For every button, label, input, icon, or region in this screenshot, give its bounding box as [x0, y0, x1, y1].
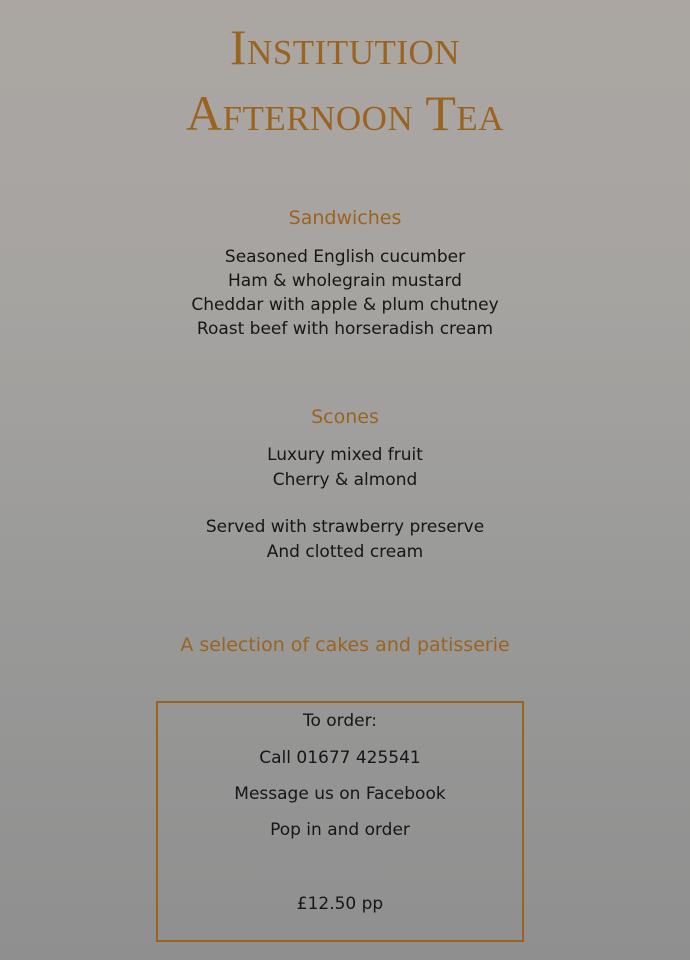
- order-phone: Call 01677 425541: [259, 748, 421, 768]
- scones-heading: Scones: [311, 406, 379, 428]
- scone-item: Luxury mixed fruit: [267, 445, 423, 465]
- cakes-heading: A selection of cakes and patisserie: [180, 634, 510, 656]
- order-pop-in: Pop in and order: [270, 820, 410, 840]
- sandwich-item: Roast beef with horseradish cream: [196, 319, 494, 339]
- order-heading: To order:: [302, 711, 378, 731]
- sandwiches-heading: Sandwiches: [288, 207, 402, 229]
- sandwich-item: Cheddar with apple & plum chutney: [191, 295, 499, 315]
- order-box: [156, 701, 524, 942]
- title-line-afternoon-tea: Afternoon Tea: [185, 85, 505, 141]
- scone-item: Cherry & almond: [272, 470, 418, 490]
- sandwich-item: Ham & wholegrain mustard: [228, 271, 462, 291]
- price-per-person: £12.50 pp: [296, 894, 384, 914]
- title-line-institution: Institution: [229, 19, 461, 75]
- sandwich-item: Seasoned English cucumber: [224, 247, 466, 267]
- order-facebook: Message us on Facebook: [234, 784, 446, 804]
- served-with-line: Served with strawberry preserve: [205, 517, 485, 537]
- served-with-line: And clotted cream: [266, 542, 424, 562]
